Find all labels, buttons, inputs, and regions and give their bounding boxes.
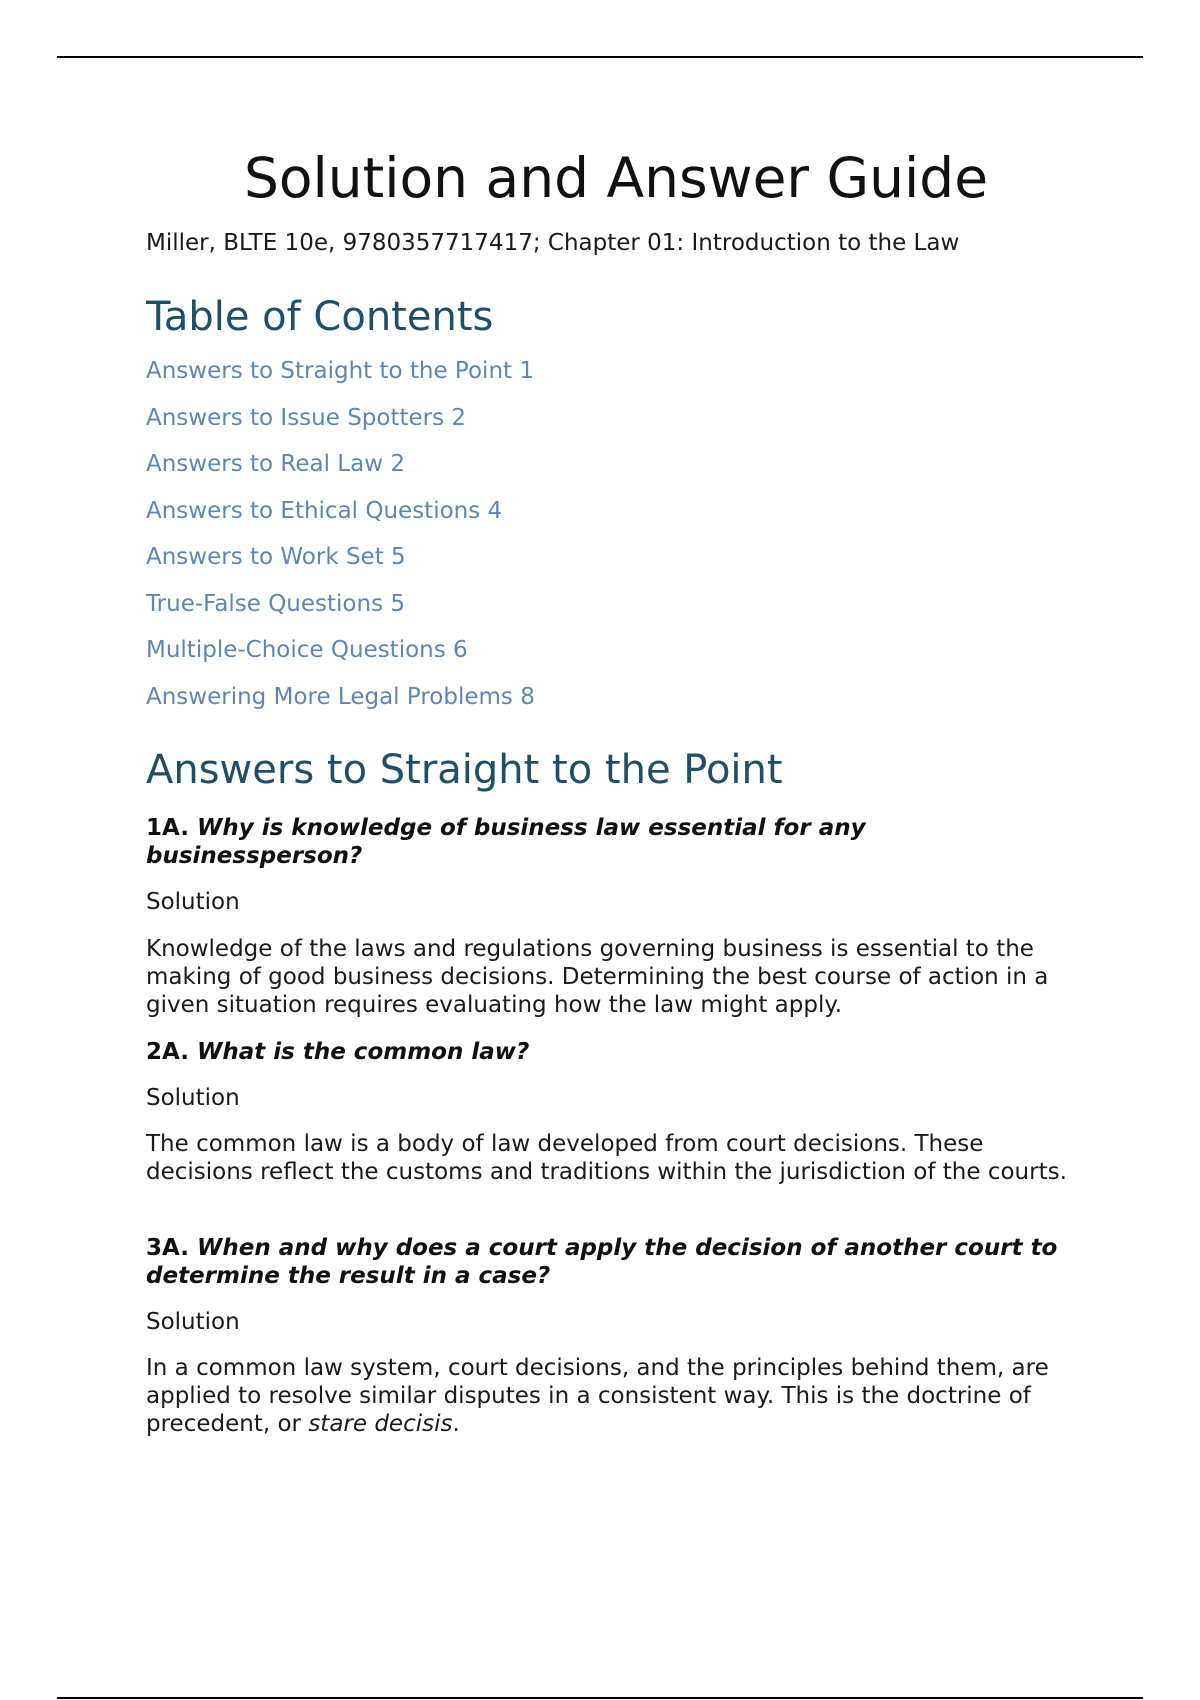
- toc-link-ethical-questions[interactable]: Answers to Ethical Questions 4: [146, 497, 503, 524]
- question-1a: [146, 814, 1086, 870]
- toc-link-more-legal-problems[interactable]: Answering More Legal Problems 8: [146, 683, 535, 710]
- toc-link-multiple-choice[interactable]: Multiple-Choice Questions 6: [146, 637, 468, 663]
- toc-link-issue-spotters[interactable]: Answers to Issue Spotters 2: [146, 404, 467, 431]
- toc-heading: Table of Contents: [146, 294, 494, 340]
- section-heading: Answers to Straight to the Point: [146, 747, 783, 793]
- answer-latin-term: stare decisis: [308, 1411, 453, 1437]
- question-number: 2A.: [146, 1039, 189, 1065]
- question-2a: [146, 1038, 1086, 1066]
- solution-label: Solution: [146, 1309, 240, 1335]
- answer-2a: The common law is a body of law developed from court decisions. These decisions reflect the customs and traditions within the jurisdiction of the courts.: [146, 1131, 1067, 1185]
- answer-period: .: [452, 1411, 460, 1437]
- toc-link-real-law[interactable]: Answers to Real Law 2: [146, 451, 405, 477]
- answer-3a: [146, 1354, 1086, 1438]
- question-text: When and why does a court apply the decision of another court to determine the result in a case?: [146, 1235, 1058, 1289]
- toc-link-straight-to-the-point[interactable]: Answers to Straight to the Point 1: [146, 358, 534, 384]
- solution-label: Solution: [146, 889, 240, 915]
- document-subtitle: Miller, BLTE 10e, 9780357717417; Chapter 01: Introduction to the Law: [146, 230, 960, 256]
- answer-text: In a common law system, court decisions, and the principles behind them, are applied to resolve similar disputes in a consistent way. This is the doctrine of precedent, or: [146, 1355, 1049, 1437]
- question-text: What is the common law?: [196, 1039, 530, 1065]
- question-number: 1A.: [146, 815, 189, 841]
- top-rule: [57, 56, 1143, 58]
- answer-1a: Knowledge of the laws and regulations governing business is essential to the making of good business decisions. Determining the best course of action in a given situation requires evaluating how the law might apply.: [146, 936, 1049, 1018]
- solution-label: Solution: [146, 1085, 240, 1111]
- toc-link-work-set[interactable]: Answers to Work Set 5: [146, 544, 406, 570]
- question-text: Why is knowledge of business law essential for any businessperson?: [146, 815, 866, 869]
- bottom-rule: [57, 1697, 1143, 1699]
- table-of-contents: [146, 356, 535, 728]
- toc-link-true-false[interactable]: True-False Questions 5: [146, 590, 405, 617]
- question-number: 3A.: [146, 1235, 189, 1261]
- document-title: Solution and Answer Guide: [243, 146, 989, 210]
- question-3a: [146, 1234, 1086, 1290]
